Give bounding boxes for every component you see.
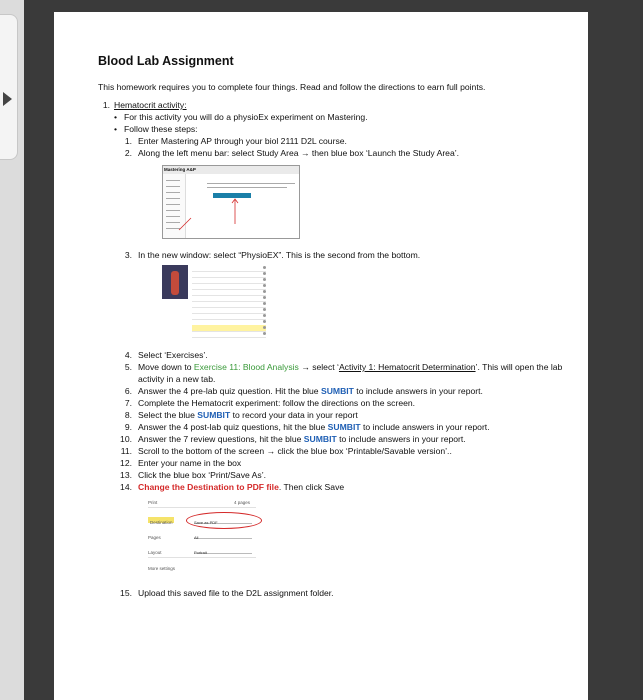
pages-count: 4 pages (234, 500, 251, 505)
sidebar-toggle[interactable] (0, 14, 18, 160)
physioex-screenshot (162, 265, 272, 337)
document-body (98, 54, 568, 599)
print-dialog-screenshot (148, 497, 256, 573)
study-area-list (192, 265, 266, 337)
step-item: 3. In the new window: select “PhysioEX”. This is the second from the bottom. (124, 250, 421, 260)
mastering-screenshot (162, 165, 300, 239)
physioex-image (162, 265, 188, 299)
section-heading: 1. Hematocrit activity: (98, 99, 568, 111)
pages-select: All (194, 532, 252, 539)
step-item: 11. Scroll to the bottom of the screen → click the blue box ‘Printable/Savable version’.. (120, 446, 452, 456)
sidebar-panel (0, 0, 24, 700)
destination-select: Save as PDF (194, 517, 252, 524)
play-arrow-icon[interactable] (3, 92, 12, 106)
layout-select: Portrait (194, 547, 252, 554)
step-item: 1. Enter Mastering AP through your biol 2111 D2L course. (124, 136, 347, 146)
more-settings-label: More settings (148, 566, 176, 571)
mastering-logo: Mastering A&P (164, 167, 196, 172)
print-label: Print (148, 500, 158, 505)
section-heading-text: Hematocrit activity: (114, 100, 187, 110)
step-item: 10. Answer the 7 review questions, hit the blue SUMBIT to include answers in your report. (120, 434, 466, 444)
layout-label: Layout (148, 550, 162, 555)
list-item: • Follow these steps: (114, 124, 198, 134)
step-item: 2. Along the left menu bar: select Study Area → then blue box ‘Launch the Study Area’. (124, 148, 460, 158)
annotation-ring (186, 512, 262, 529)
step-item: 6. Answer the 4 pre-lab quiz question. Hit the blue SUMBIT to include answers in your report. (124, 386, 483, 396)
pages-label: Pages (148, 535, 161, 540)
bullet-icon: • (114, 112, 118, 122)
list-item: • For this activity you will do a physioEx experiment on Mastering. (114, 112, 368, 122)
step-item: 8. Select the blue SUMBIT to record your data in your report (124, 410, 358, 420)
page-title: Blood Lab Assignment (98, 54, 234, 68)
step-item: 13. Click the blue box ‘Print/Save As’. (120, 470, 267, 480)
step-item: 7. Complete the Hematocrit experiment: follow the directions on the screen. (124, 398, 416, 408)
step-item: 12. Enter your name in the box (120, 458, 242, 468)
step-item: 4. Select ‘Exercises’. (124, 350, 208, 360)
bullet-icon: • (114, 124, 118, 134)
destination-label: Destination (150, 520, 173, 525)
step-item: 5. Move down to Exercise 11: Blood Analysis → select ‘Activity 1: Hematocrit Determination’. This will open the lab activity in a new tab. (124, 362, 563, 384)
document-page (54, 12, 588, 700)
step-item: 14. Change the Destination to PDF file. Then click Save (120, 482, 345, 492)
viewer-right-margin (617, 0, 643, 700)
step-item: 15. Upload this saved file to the D2L assignment folder. (120, 588, 334, 598)
annotation-arrows (163, 166, 299, 238)
step-item: 9. Answer the 4 post-lab quiz questions, hit the blue SUMBIT to include answers in your report. (124, 422, 490, 432)
intro-text: This homework requires you to complete four things. Read and follow the directions to earn full points. (98, 82, 486, 92)
